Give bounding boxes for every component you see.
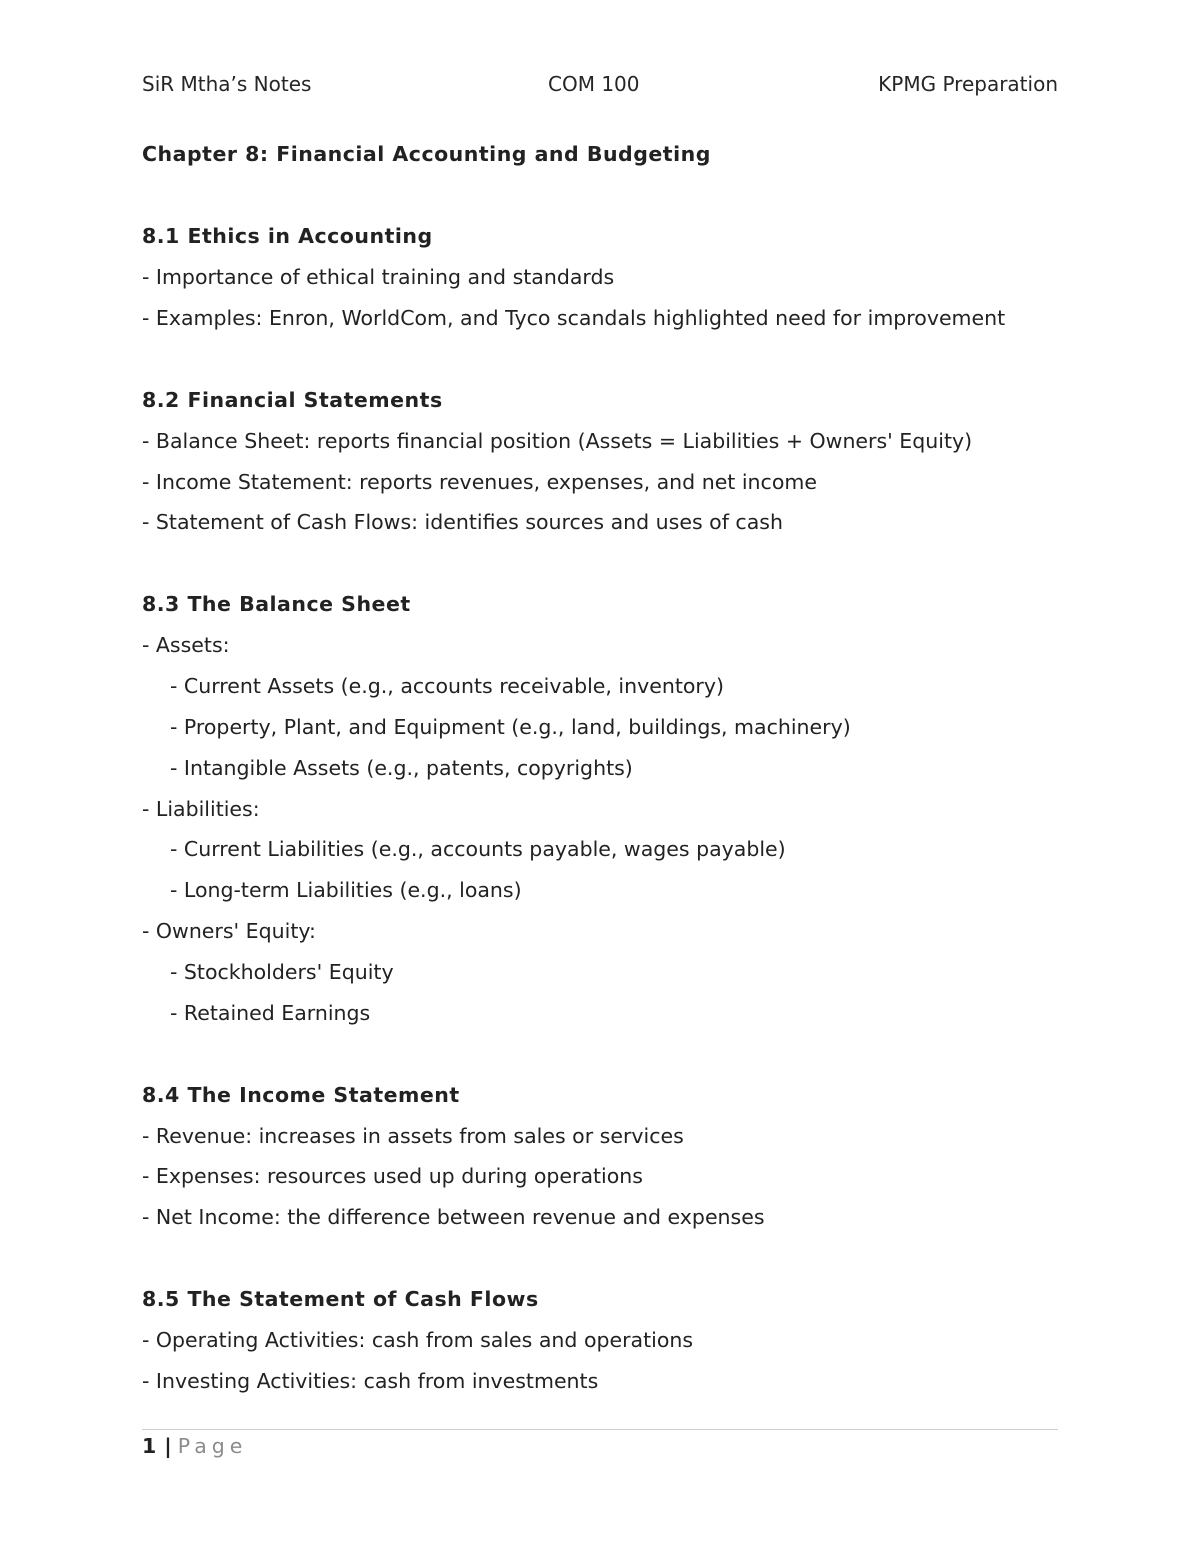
section-financial-statements: [142, 386, 1058, 537]
section-ethics: [142, 222, 1058, 332]
sub-bullet-item: - Current Assets (e.g., accounts receivable, inventory): [170, 674, 724, 699]
bullet-item: - Investing Activities: cash from investments: [142, 1368, 599, 1393]
header-course: COM 100: [548, 72, 640, 96]
section-heading: 8.3 The Balance Sheet: [142, 592, 411, 617]
section-heading: 8.4 The Income Statement: [142, 1082, 460, 1107]
bullet-item: - Income Statement: reports revenues, expenses, and net income: [142, 469, 817, 494]
section-heading: 8.1 Ethics in Accounting: [142, 224, 433, 248]
bullet-item: - Expenses: resources used up during operations: [142, 1164, 643, 1189]
bullet-item: - Importance of ethical training and standards: [142, 265, 615, 289]
footer-separator: |: [164, 1434, 172, 1458]
header-author: SiR Mtha’s Notes: [142, 72, 312, 96]
sub-bullet-item: - Retained Earnings: [170, 1000, 371, 1025]
footer-divider: [142, 1429, 1058, 1430]
bullet-item: - Liabilities:: [142, 796, 260, 821]
bullet-item: - Statement of Cash Flows: identifies sources and uses of cash: [142, 510, 783, 535]
bullet-item: - Balance Sheet: reports financial position (Assets = Liabilities + Owners' Equity): [142, 428, 973, 453]
bullet-item: - Owners' Equity:: [142, 918, 316, 943]
bullet-item: - Revenue: increases in assets from sales or services: [142, 1123, 684, 1148]
document-body: [142, 140, 1058, 1408]
chapter-title: Chapter 8: Financial Accounting and Budgeting: [142, 142, 711, 166]
header-topic: KPMG Preparation: [878, 72, 1058, 96]
section-cash-flows: [142, 1285, 1058, 1395]
page-footer: [142, 1432, 247, 1460]
page-label: Page: [177, 1434, 248, 1458]
bullet-item: - Examples: Enron, WorldCom, and Tyco scandals highlighted need for improvement: [142, 305, 1006, 330]
sub-bullet-item: - Intangible Assets (e.g., patents, copyrights): [170, 755, 633, 780]
sub-bullet-item: - Property, Plant, and Equipment (e.g., land, buildings, machinery): [170, 714, 851, 739]
bullet-item: - Net Income: the difference between revenue and expenses: [142, 1205, 765, 1230]
section-income-statement: [142, 1081, 1058, 1232]
sub-bullet-item: - Current Liabilities (e.g., accounts payable, wages payable): [170, 837, 786, 862]
page-header: [142, 70, 1058, 98]
section-balance-sheet: [142, 590, 1058, 1026]
page-number: 1: [142, 1434, 157, 1458]
bullet-item: - Assets:: [142, 633, 230, 658]
sub-bullet-item: - Stockholders' Equity: [170, 959, 394, 984]
section-heading: 8.5 The Statement of Cash Flows: [142, 1287, 539, 1312]
sub-bullet-item: - Long-term Liabilities (e.g., loans): [170, 878, 522, 903]
section-heading: 8.2 Financial Statements: [142, 387, 443, 412]
bullet-item: - Operating Activities: cash from sales and operations: [142, 1328, 694, 1353]
